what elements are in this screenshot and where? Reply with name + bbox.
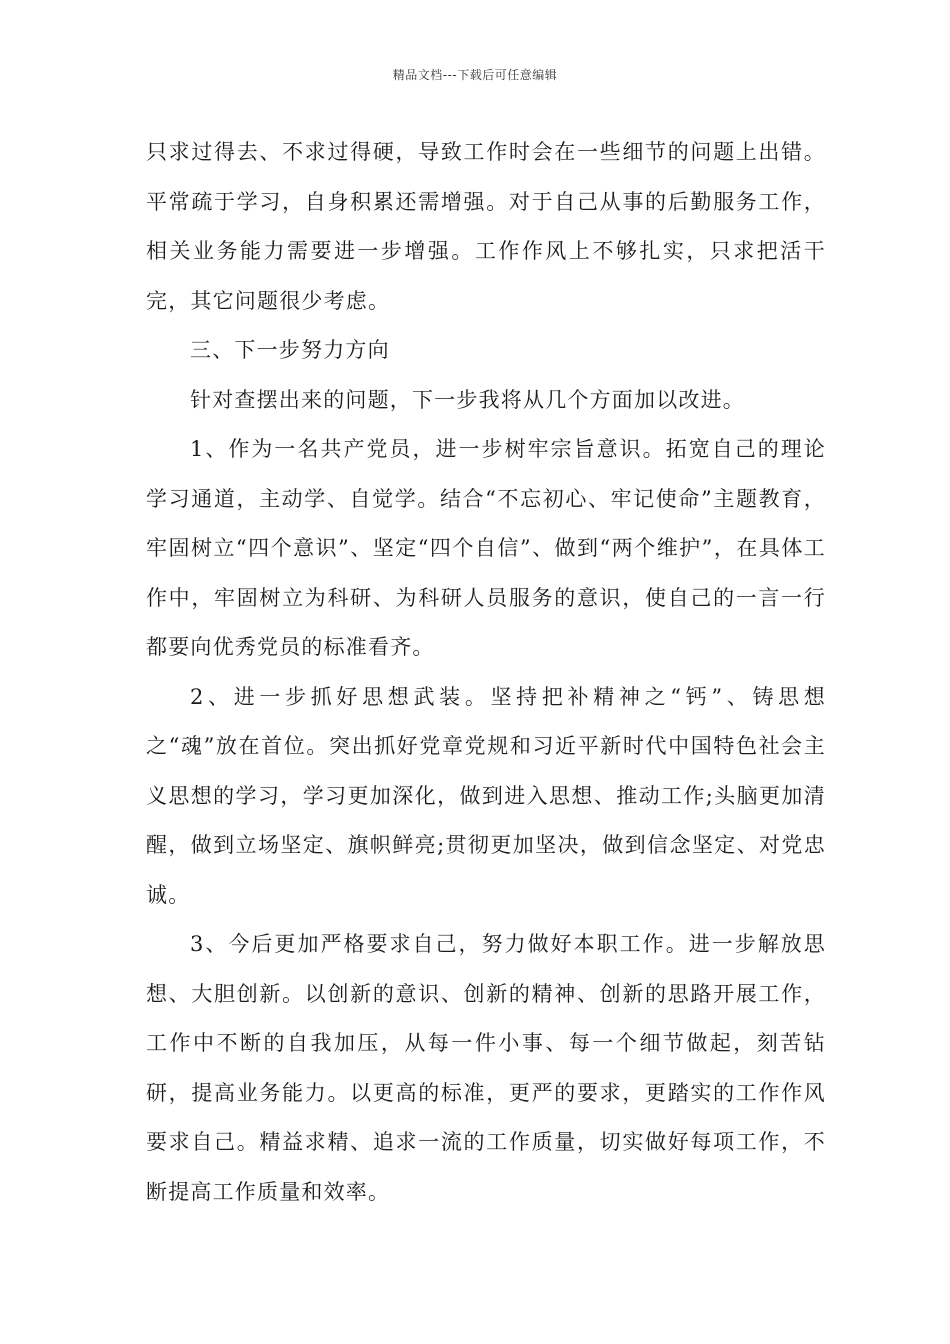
paragraph-item-3: 3、今后更加严格要求自己，努力做好本职工作。进一步解放思想、大胆创新。以创新的意识、创新的精神、创新的思路开展工作，工作中不断的自我加压，从每一件小事、每一个细节做起，刻苦钻研，提高业务能力。以更高的标准，更严的要求，更踏实的工作作风要求自己。精益求精、追求一流的工作质量，切实做好每项工作，不断提高工作质量和效率。 [146, 932, 826, 1204]
section-heading: 三、下一步努力方向 [190, 338, 390, 362]
paragraph-continuation: 只求过得去、不求过得硬，导致工作时会在一些细节的问题上出错。平常疏于学习，自身积累还需增强。对于自己从事的后勤服务工作，相关业务能力需要进一步增强。工作作风上不够扎实，只求把活干完，其它问题很少考虑。 [146, 140, 826, 313]
page-header: 精品文档---下载后可任意编辑 [392, 68, 558, 82]
paragraph-item-1: 1、作为一名共产党员，进一步树牢宗旨意识。拓宽自己的理论学习通道，主动学、自觉学。结合“不忘初心、牢记使命”主题教育，牢固树立“四个意识”、坚定“四个自信”、做到“两个维护”，在具体工作中，牢固树立为科研、为科研人员服务的意识，使自己的一言一行都要向优秀党员的标准看齐。 [146, 437, 826, 659]
paragraph-item-2: 2、进一步抓好思想武装。坚持把补精神之“钙”、铸思想之“魂”放在首位。突出抓好党章党规和习近平新时代中国特色社会主义思想的学习，学习更加深化，做到进入思想、推动工作;头脑更加清醒，做到立场坚定、旗帜鲜亮;贯彻更加坚决，做到信念坚定、对党忠诚。 [146, 684, 826, 907]
document-body [146, 128, 826, 1217]
paragraph-intro: 针对查摆出来的问题，下一步我将从几个方面加以改进。 [190, 387, 745, 412]
